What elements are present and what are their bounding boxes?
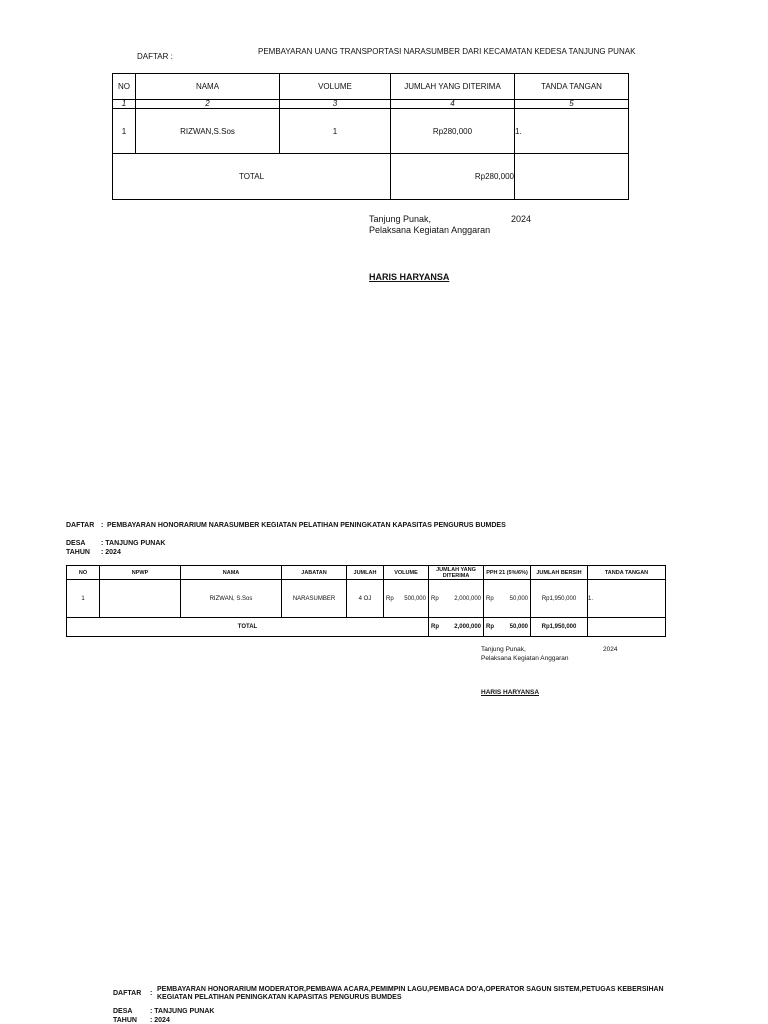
sec2-header-diterima: JUMLAH YANG DITERIMA <box>429 566 484 580</box>
sec3-tahun-value: : 2024 <box>150 1017 170 1024</box>
sec2-row-vol-val: 500,000 <box>404 595 426 602</box>
sec1-row-no: 1 <box>113 109 136 154</box>
sec3-desa-label: DESA <box>113 1008 133 1015</box>
sec1-row-volume: 1 <box>280 109 391 154</box>
sec3-colon: : <box>150 990 153 997</box>
sec2-header-no: NO <box>67 566 100 580</box>
sec3-desa-value: : TANJUNG PUNAK <box>150 1008 215 1015</box>
sec1-header-volume: VOLUME <box>280 74 391 100</box>
sec2-colon: : <box>101 522 104 529</box>
table-row <box>67 580 666 618</box>
sec2-total-pph <box>484 618 531 637</box>
sec1-header-no: NO <box>113 74 136 100</box>
sec3-daftar-label: DAFTAR <box>113 990 142 997</box>
sec1-colnum: 4 <box>391 100 515 109</box>
sec3-daftar-line1: PEMBAYARAN HONORARIUM MODERATOR,PEMBAWA ACARA,PEMIMPIN LAGU,PEMBACA DO'A,OPERATOR SAGUN SISTEM,PETUGAS KEBERSIHAN <box>157 986 664 993</box>
sec1-colnum: 3 <box>280 100 391 109</box>
sec2-row-pph <box>484 580 531 618</box>
sec2-row-ditr-cur: Rp <box>431 595 439 602</box>
sec2-row-no: 1 <box>67 580 100 618</box>
sec1-row-nama: RIZWAN,S.Sos <box>136 109 280 154</box>
sec2-header-ttd: TANDA TANGAN <box>588 566 666 580</box>
sec2-row-bersih: Rp1,950,000 <box>531 580 588 618</box>
table-row <box>113 109 629 154</box>
sec1-header-jumlah: JUMLAH YANG DITERIMA <box>391 74 515 100</box>
sec2-header-jumlah: JUMLAH <box>347 566 384 580</box>
sec2-row-pph-cur: Rp <box>486 595 494 602</box>
sec2-header-bersih: JUMLAH BERSIH <box>531 566 588 580</box>
sec2-total-pph-cur: Rp <box>486 624 494 630</box>
sec2-total-ttd <box>588 618 666 637</box>
sec2-total-ditr-val: 2,000,000 <box>454 624 481 630</box>
sec2-row-ditr-val: 2,000,000 <box>454 595 481 602</box>
sec2-row-nama: RIZWAN, S.Sos <box>181 580 282 618</box>
sec3-daftar-line2: KEGIATAN PELATIHAN PENINGKATAN KAPASITAS PENGURUS BUMDES <box>157 994 402 1001</box>
sec2-header-pph: PPH 21 (5%/6%) <box>484 566 531 580</box>
sec2-total-label: TOTAL <box>67 618 429 637</box>
sec1-signer: HARIS HARYANSA <box>369 272 450 282</box>
sec2-row-diterima <box>429 580 484 618</box>
sec1-role: Pelaksana Kegiatan Anggaran <box>369 225 491 235</box>
sec1-place: Tanjung Punak, <box>369 214 432 224</box>
sec2-daftar-label: DAFTAR <box>66 522 95 529</box>
sec2-role: Pelaksana Kegiatan Anggaran <box>481 655 569 662</box>
sec1-row-jumlah: Rp280,000 <box>391 109 515 154</box>
sec1-header-ttd: TANDA TANGAN <box>515 74 629 100</box>
sec2-row-pph-val: 50,000 <box>509 595 528 602</box>
sec1-total-label: TOTAL <box>113 154 391 200</box>
sec1-header-nama: NAMA <box>136 74 280 100</box>
sec2-total-bersih: Rp1,950,000 <box>531 618 588 637</box>
sec2-total-pph-val: 50,000 <box>509 624 528 630</box>
sec1-colnum: 5 <box>515 100 629 109</box>
sec2-total-ditr-cur: Rp <box>431 624 439 630</box>
sec2-header-npwp: NPWP <box>100 566 181 580</box>
sec2-tahun-value: : 2024 <box>101 549 121 556</box>
sec2-row-jabatan: NARASUMBER <box>282 580 347 618</box>
sec2-header-volume: VOLUME <box>384 566 429 580</box>
sec2-place: Tanjung Punak, <box>481 646 526 653</box>
sec1-daftar-label: DAFTAR : <box>137 52 173 61</box>
sec1-table <box>112 73 629 200</box>
sec2-signer: HARIS HARYANSA <box>481 689 540 696</box>
sec2-header-jabatan: JABATAN <box>282 566 347 580</box>
sec2-row-volume <box>384 580 429 618</box>
sec1-colnum: 1 <box>113 100 136 109</box>
sec2-desa-value: : TANJUNG PUNAK <box>101 540 166 547</box>
sec1-row-ttd: 1. <box>515 109 629 154</box>
sec2-total-diterima <box>429 618 484 637</box>
sec2-row-ttd: 1. <box>588 580 666 618</box>
sec2-row-jumlah: 4 OJ <box>347 580 384 618</box>
sec2-daftar-value: PEMBAYARAN HONORARIUM NARASUMBER KEGIATAN PELATIHAN PENINGKATAN KAPASITAS PENGURUS BUMDES <box>107 522 506 529</box>
sec1-year: 2024 <box>511 214 532 224</box>
sec2-header-nama: NAMA <box>181 566 282 580</box>
sec1-total-ttd <box>515 154 629 200</box>
sec1-colnum: 2 <box>136 100 280 109</box>
sec2-year: 2024 <box>603 646 618 653</box>
sec2-tahun-label: TAHUN <box>66 549 90 556</box>
sec2-row-vol-cur: Rp <box>386 595 394 602</box>
sec1-title: PEMBAYARAN UANG TRANSPORTASI NARASUMBER DARI KECAMATAN KEDESA TANJUNG PUNAK <box>258 47 636 56</box>
sec3-tahun-label: TAHUN <box>113 1017 137 1024</box>
sec2-desa-label: DESA <box>66 540 86 547</box>
sec2-table <box>66 565 666 637</box>
sec2-row-npwp <box>100 580 181 618</box>
sec1-total-value: Rp280,000 <box>391 154 515 200</box>
